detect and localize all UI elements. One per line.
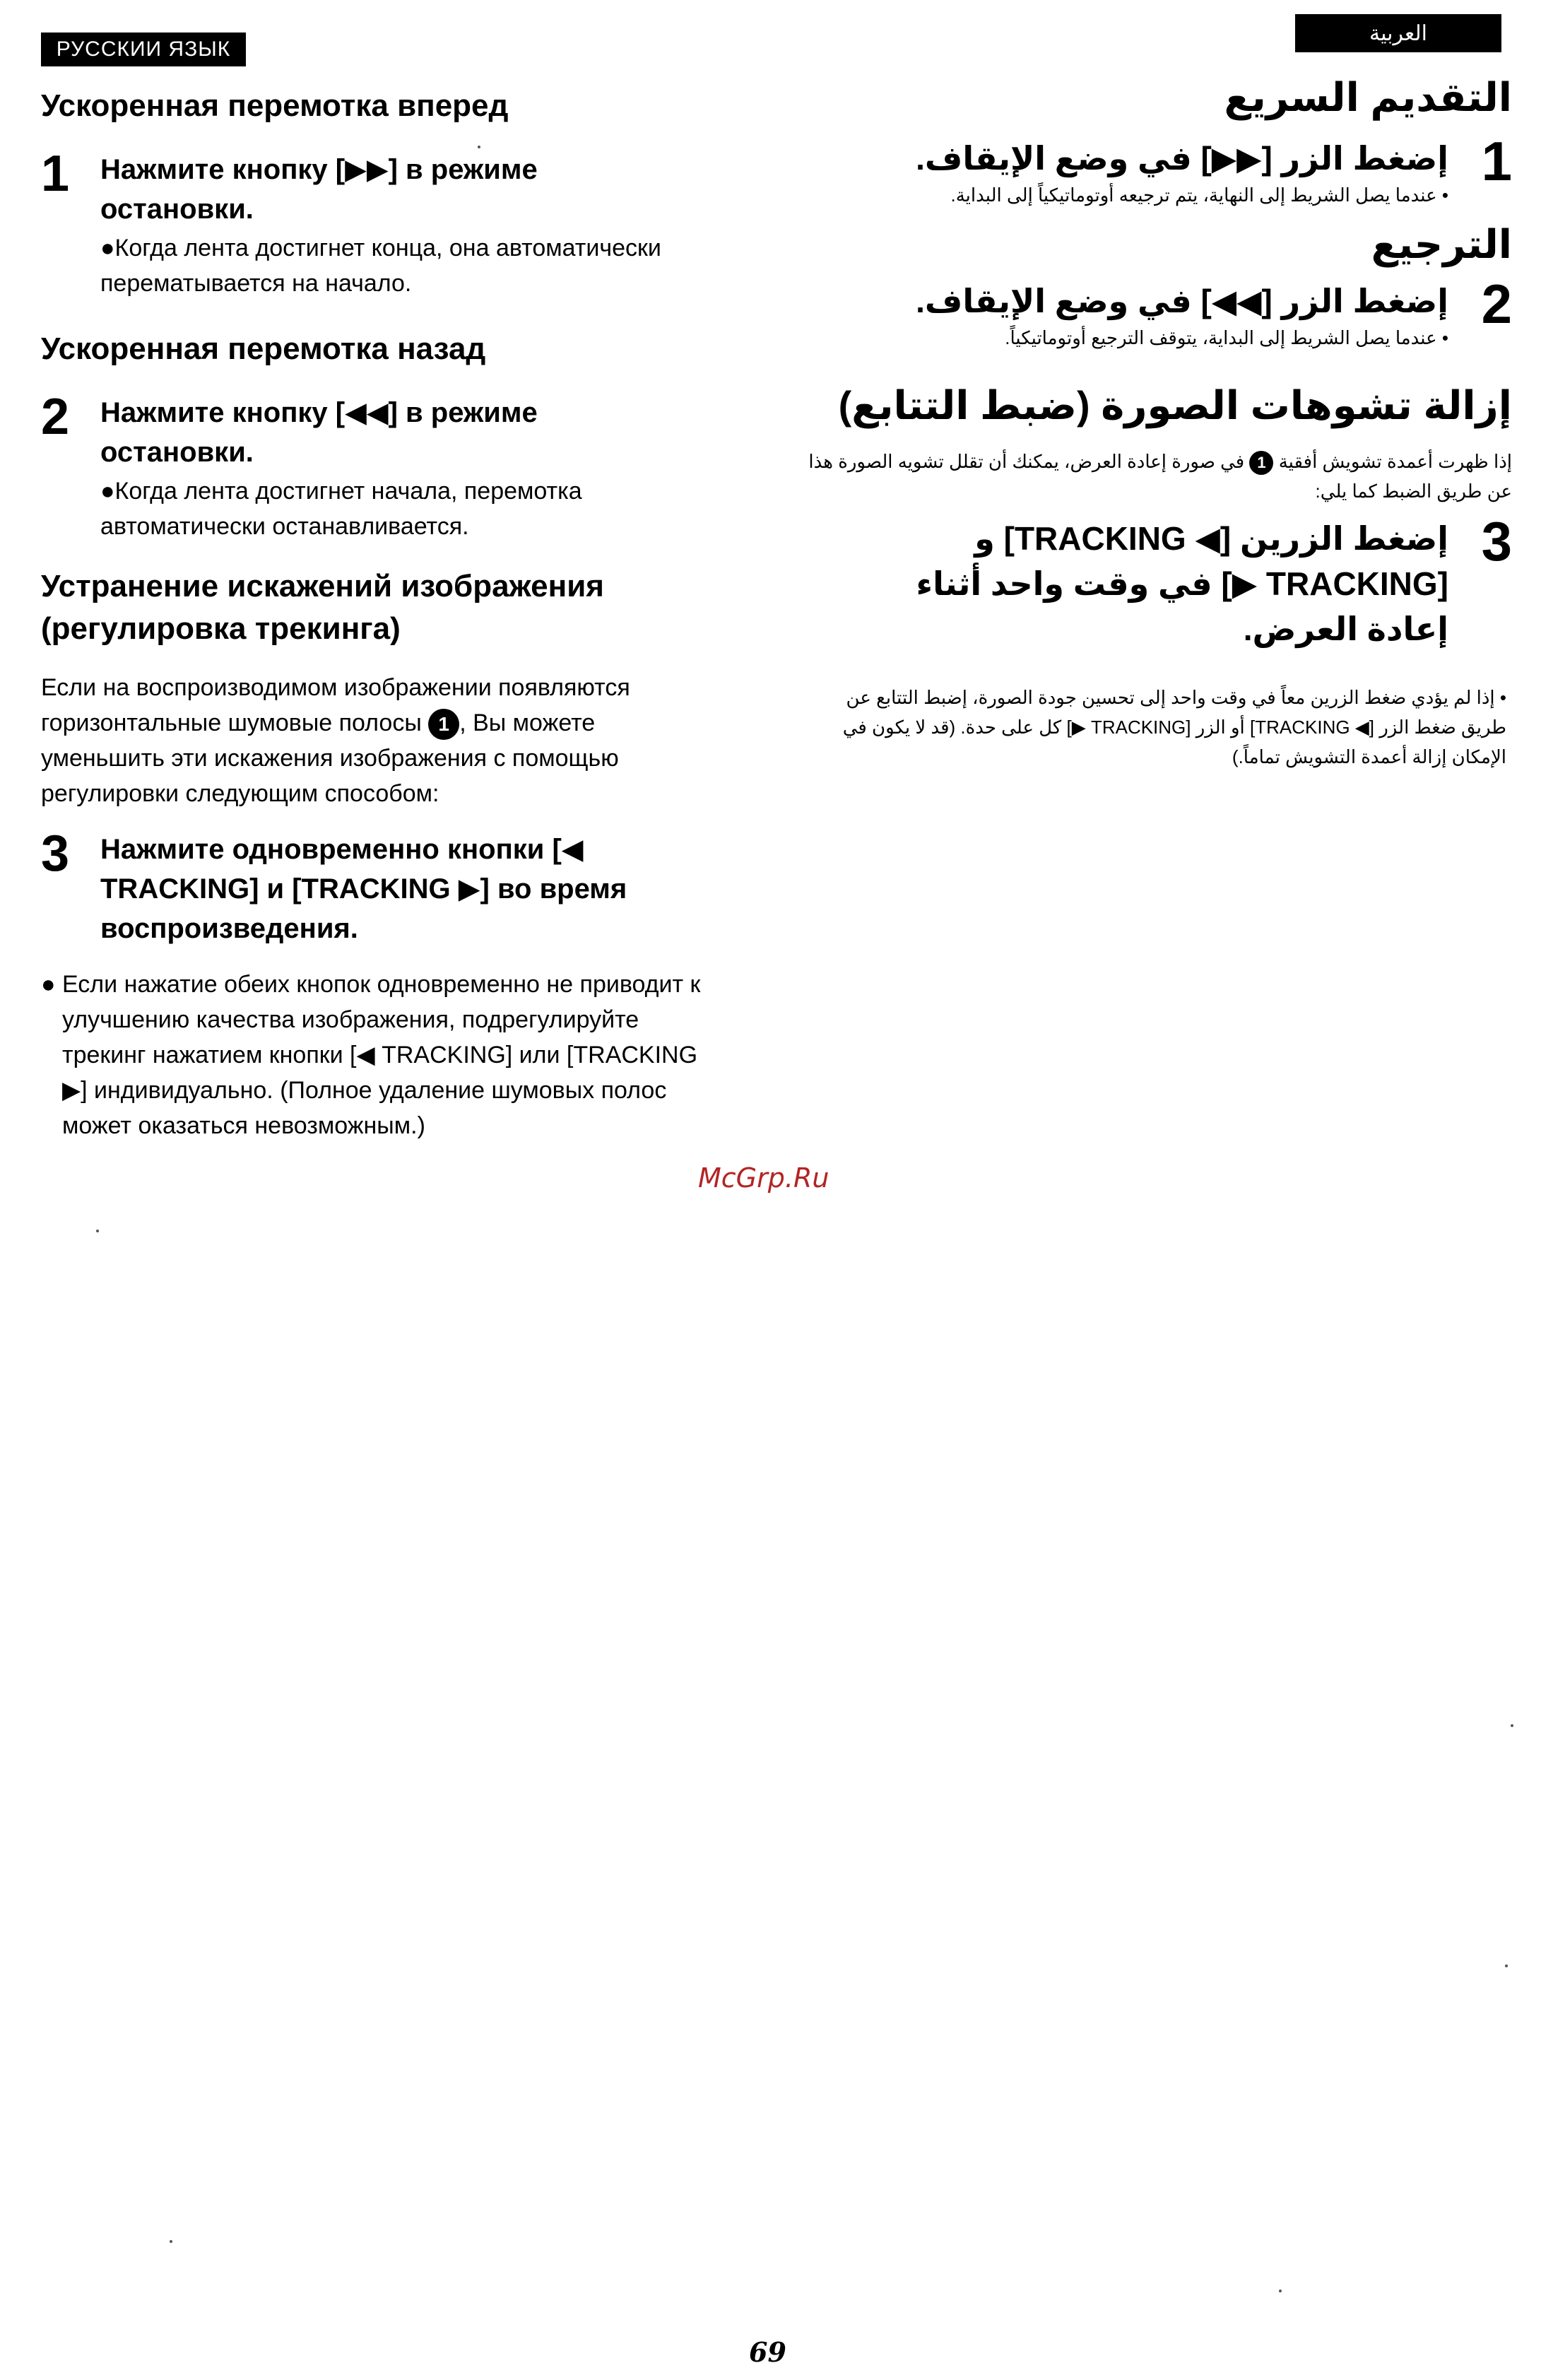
fast-forward-heading: Ускоренная перемотка вперед	[41, 88, 509, 123]
tracking-intro-ar	[798, 447, 1512, 506]
step-number: 1	[41, 146, 70, 202]
step-instruction: إضغط الزرين [◀ TRACKING] و [TRACKING ▶] في وقت واحد أثناء إعادة العرض.	[916, 520, 1448, 647]
step-2-ar	[798, 273, 1512, 352]
step-note: • عندما يصل الشريط إلى البداية، يتوقف الترجيع أوتوماتيكياً.	[1005, 327, 1448, 348]
step-instruction: Нажмите кнопку [◀◀] в режиме остановки.	[100, 397, 538, 468]
page-number: 69	[749, 2336, 786, 2368]
scan-speck	[1279, 2290, 1282, 2292]
intro-text-b: , Вы можете уменьшить эти искажения изображения с помощью регулировки следующим способом:	[41, 709, 619, 807]
bullet-icon: ●	[41, 971, 56, 998]
step-number: 1	[1481, 130, 1512, 192]
arabic-language-tab: العربية	[1295, 14, 1501, 52]
tracking-heading: Устранение искажений изображения (регулировка трекинга)	[41, 569, 604, 646]
russian-language-tab: РУССКИИ ЯЗЫК	[41, 33, 246, 66]
callout-number-icon: 1	[1249, 451, 1273, 475]
scan-speck	[1505, 1964, 1508, 1967]
scan-speck	[96, 1230, 99, 1232]
intro-text-a: Если на воспроизводимом изображении появляются горизонтальные шумовые полосы	[41, 674, 630, 736]
tracking-intro	[41, 670, 719, 811]
step-2	[41, 389, 748, 544]
rewind-heading-ar: الترجيع	[1371, 222, 1512, 266]
tracking-note-ar: • إذا لم يؤدي ضغط الزرين معاً في وقت واحد إلى تحسين جودة الصورة، إضبط التتابع عن طريق ضغط الزر [◀ TRACKING] أو الزر [TRACKING ▶] كل على حدة. (قد لا يكون في الإمكان إزالة أعمدة التشويش تماماً.)	[842, 687, 1506, 767]
fast-forward-heading-ar: التقديم السريع	[1224, 75, 1512, 119]
step-note: ●Когда лента достигнет начала, перемотка автоматически останавливается.	[100, 478, 582, 540]
step-3	[41, 825, 748, 948]
step-note: • عندما يصل الشريط إلى النهاية، يتم ترجيعه أوتوماتيكياً إلى البداية.	[950, 184, 1448, 206]
step-1	[41, 146, 748, 301]
step-number: 3	[41, 825, 70, 882]
rewind-heading: Ускоренная перемотка назад	[41, 331, 486, 366]
watermark: McGrp.Ru	[698, 1162, 829, 1194]
note-text: Если нажатие обеих кнопок одновременно не приводит к улучшению качества изображения, подрегулируйте трекинг нажатием кнопки [◀ TRACKING] или [TRACKING ▶] индивидуально. (Полное удаление шумовых полос может оказаться невозможным.)	[62, 971, 701, 1139]
russian-column	[41, 85, 748, 1143]
tracking-note	[41, 967, 705, 1143]
scan-speck	[170, 2240, 172, 2243]
tracking-heading-ar: إزالة تشوهات الصورة (ضبط التتابع)	[838, 383, 1512, 428]
step-instruction: إضغط الزر [▶▶] في وضع الإيقاف.	[916, 140, 1448, 177]
step-number: 2	[1481, 273, 1512, 335]
arabic-column	[798, 71, 1512, 772]
step-number: 2	[41, 389, 70, 445]
step-number: 3	[1481, 510, 1512, 572]
step-instruction: إضغط الزر [◀◀] في وضع الإيقاف.	[916, 283, 1448, 319]
callout-number-icon: 1	[428, 709, 459, 740]
scan-speck	[1511, 1724, 1513, 1727]
step-note: ●Когда лента достигнет конца, она автоматически перематывается на начало.	[100, 235, 661, 297]
intro-text-a: إذا ظهرت أعمدة تشويش أفقية	[1278, 451, 1512, 472]
step-instruction: Нажмите кнопку [▶▶] в режиме остановки.	[100, 154, 538, 225]
step-3-ar	[798, 510, 1512, 652]
step-1-ar	[798, 130, 1512, 209]
scan-speck	[478, 146, 480, 148]
intro-text-b: في صورة إعادة العرض، يمكنك أن تقلل تشويه الصورة هذا عن طريق الضبط كما يلي:	[808, 451, 1512, 502]
step-instruction: Нажмите одновременно кнопки [◀ TRACKING] и [TRACKING ▶] во время воспроизведения.	[100, 834, 627, 944]
